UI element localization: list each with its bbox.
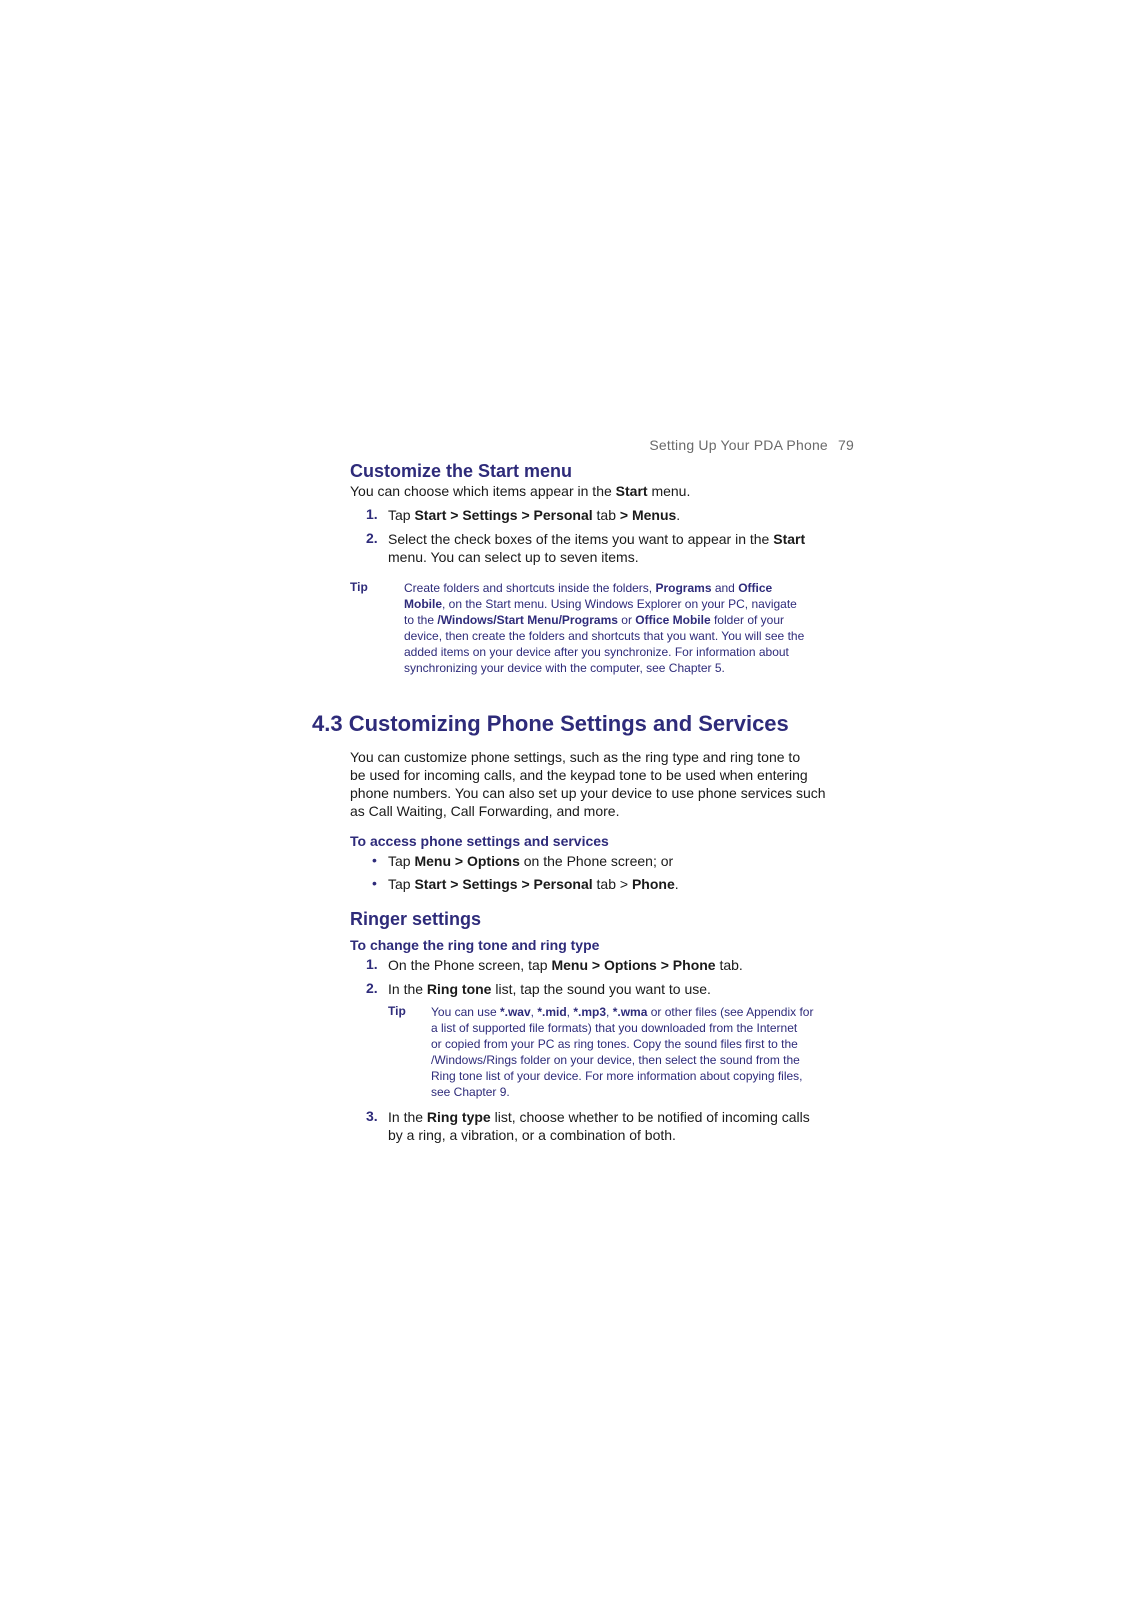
tip-label: Tip [388, 1004, 406, 1018]
bullet-text: Tap Start > Settings > Personal tab > Phone. [388, 876, 679, 892]
bullet: • [372, 852, 377, 868]
step-number: 3. [366, 1108, 378, 1124]
step-text: On the Phone screen, tap Menu > Options > Phone tab. [388, 957, 743, 973]
running-title: Setting Up Your PDA Phone [649, 437, 828, 453]
running-header [649, 437, 854, 453]
customize-start-intro: You can choose which items appear in the Start menu. [350, 483, 691, 499]
page-number: 79 [838, 437, 854, 453]
step-number: 1. [366, 956, 378, 972]
section-paragraph: You can customize phone settings, such as the ring type and ring tone to be used for incoming calls, and the keypad tone to be used when entering phone numbers. You can also set up your device to use phone services such as Call Waiting, Call Forwarding, and more. [350, 749, 826, 819]
bullet-text: Tap Menu > Options on the Phone screen; or [388, 853, 674, 869]
section-heading: 4.3 Customizing Phone Settings and Services [312, 711, 789, 736]
tip-label: Tip [350, 580, 368, 594]
step-number: 2. [366, 980, 378, 996]
tip-text: You can use *.wav, *.mid, *.mp3, *.wma or other files (see Appendix for a list of supported file formats) that you downloaded from the Internet or copied from your PC as ring tones. Copy the sound files first to the /Windows/Rings folder on your device, then select the sound from the Ring tone list of your device. For more information about copying files, see Chapter 9. [431, 1005, 814, 1099]
customize-start-heading: Customize the Start menu [350, 461, 573, 481]
ringer-heading: Ringer settings [350, 909, 482, 929]
ringer-subheading: To change the ring tone and ring type [350, 937, 600, 953]
step-text: Select the check boxes of the items you want to appear in the Start menu. You can select up to seven items. [388, 531, 806, 565]
step-number: 1. [366, 506, 378, 522]
tip-text: Create folders and shortcuts inside the folders, Programs and Office Mobile, on the Start menu. Using Windows Explorer on your PC, navigate to the /Windows/Start Menu/Programs or Office Mobile folder of your device, then create the folders and shortcuts that you want. You will see the added items on your device after you synchronize. For information about synchronizing your device with the computer, see Chapter 5. [404, 581, 805, 675]
step-text: In the Ring type list, choose whether to be notified of incoming calls by a ring, a vibration, or a combination of both. [388, 1109, 810, 1143]
step-text: Tap Start > Settings > Personal tab > Menus. [388, 507, 681, 523]
step-text: In the Ring tone list, tap the sound you want to use. [388, 981, 711, 997]
access-heading: To access phone settings and services [350, 833, 609, 849]
bullet: • [372, 875, 377, 891]
step-number: 2. [366, 530, 378, 546]
